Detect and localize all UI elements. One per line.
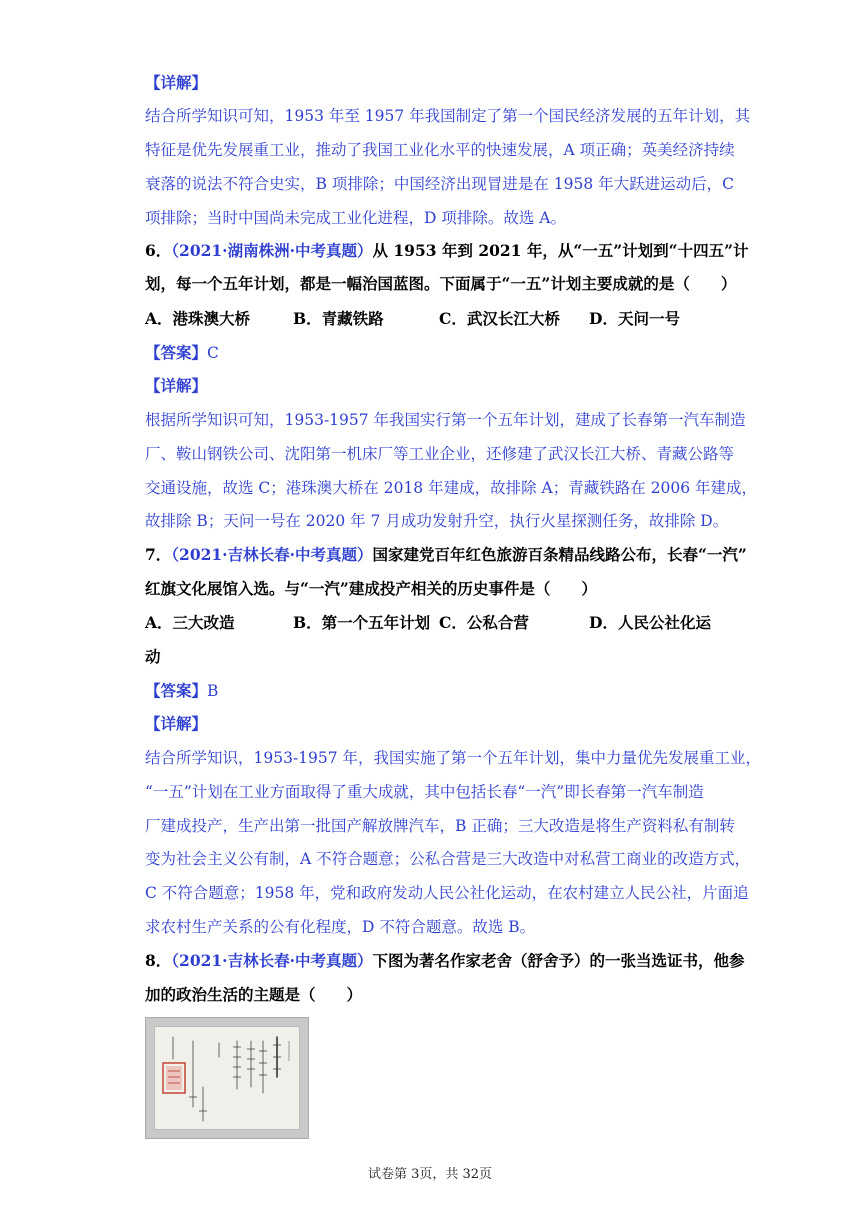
question-source: （2021·湖南株洲·中考真题） <box>171 241 373 260</box>
answer-label: 【答案】 <box>145 343 208 362</box>
detail-line: 求农村生产关系的公有化程度，D 不符合题意。故选 B。 <box>145 918 536 936</box>
question-text: 国家建党百年红色旅游百条精品线路公布，长春“一汽” <box>372 545 747 564</box>
question-text: 从 1953 年到 2021 年，从“一五”计划到“十四五”计 <box>372 241 749 260</box>
option-b: B．第一个五年计划 <box>293 613 431 632</box>
election-certificate-photo <box>145 1017 309 1139</box>
option-d: D．人民公社化运 <box>589 613 711 632</box>
question-8-stem <box>145 951 745 971</box>
answer-value: B <box>207 682 219 700</box>
question-text: 下图为著名作家老舍（舒舍予）的一张当选证书，他参 <box>372 951 745 970</box>
detail-label: 【详解】 <box>145 714 208 733</box>
detail-line: 根据所学知识可知，1953-1957 年我国实行第一个五年计划，建成了长春第一汽车制造 <box>145 411 746 429</box>
question-number: 7． <box>145 545 172 564</box>
option-d-wrap: 动 <box>145 647 161 666</box>
answer-line <box>145 343 725 363</box>
question-6-stem-cont: 划，每一个五年计划，都是一幅治国蓝图。下面属于“一五”计划主要成就的是（ ） <box>145 274 737 293</box>
question-number: 6． <box>145 241 172 260</box>
option-b: B．青藏铁路 <box>293 309 384 328</box>
option-a: A．港珠澳大桥 <box>145 309 251 328</box>
option-c: C．公私合营 <box>439 613 529 632</box>
question-7-stem <box>145 545 747 565</box>
question-6-options <box>145 309 725 329</box>
certificate-paper <box>154 1026 300 1130</box>
question-number: 8． <box>145 951 172 970</box>
question-8-stem-cont: 加的政治生活的主题是（ ） <box>145 985 363 1004</box>
certificate-image <box>155 1027 299 1129</box>
detail-line: 衰落的说法不符合史实，B 项排除；中国经济出现冒进是在 1958 年大跃进运动后，C <box>145 175 734 193</box>
detail-line: 厂建成投产，生产出第一批国产解放牌汽车，B 正确；三大改造是将生产资料私有制转 <box>145 817 735 835</box>
detail-line: 故排除 B；天问一号在 2020 年 7 月成功发射升空，执行火星探测任务，故排除 D。 <box>145 512 729 530</box>
question-6-stem <box>145 241 749 261</box>
detail-line: “一五”计划在工业方面取得了重大成就，其中包括长春“一汽”即长春第一汽车制造 <box>145 783 704 801</box>
option-c: C．武汉长江大桥 <box>439 309 560 328</box>
detail-line: 交通设施，故选 C；港珠澳大桥在 2018 年建成，故排除 A；青藏铁路在 2006 年建成， <box>145 479 758 497</box>
detail-line: C 不符合题意；1958 年，党和政府发动人民公社化运动，在农村建立人民公社，片面追 <box>145 884 749 902</box>
detail-line: 项排除；当时中国尚未完成工业化进程，D 项排除。故选 A。 <box>145 209 566 227</box>
detail-line: 变为社会主义公有制，A 不符合题意；公私合营是三大改造中对私营工商业的改造方式， <box>145 850 751 868</box>
answer-label: 【答案】 <box>145 681 208 700</box>
question-source: （2021·吉林长春·中考真题） <box>171 951 373 970</box>
detail-label: 【详解】 <box>145 376 208 395</box>
question-source: （2021·吉林长春·中考真题） <box>171 545 373 564</box>
detail-line: 结合所学知识，1953-1957 年，我国实施了第一个五年计划，集中力量优先发展重工业， <box>145 749 762 767</box>
detail-label: 【详解】 <box>145 73 208 92</box>
option-a: A．三大改造 <box>145 613 235 632</box>
question-7-stem-cont: 红旗文化展馆入选。与“一汽”建成投产相关的历史事件是（ ） <box>145 579 597 598</box>
detail-line: 结合所学知识可知，1953 年至 1957 年我国制定了第一个国民经济发展的五年计划，其 <box>145 107 751 125</box>
question-7-options <box>145 613 725 633</box>
detail-line: 厂、鞍山钢铁公司、沈阳第一机床厂等工业企业，还修建了武汉长江大桥、青藏公路等 <box>145 445 735 463</box>
page-footer: 试卷第 3页，共 32页 <box>367 1167 493 1182</box>
option-d: D．天问一号 <box>589 309 680 328</box>
detail-line: 特征是优先发展重工业，推动了我国工业化水平的快速发展，A 项正确；英美经济持续 <box>145 141 735 159</box>
answer-value: C <box>207 344 219 362</box>
answer-line <box>145 681 725 701</box>
